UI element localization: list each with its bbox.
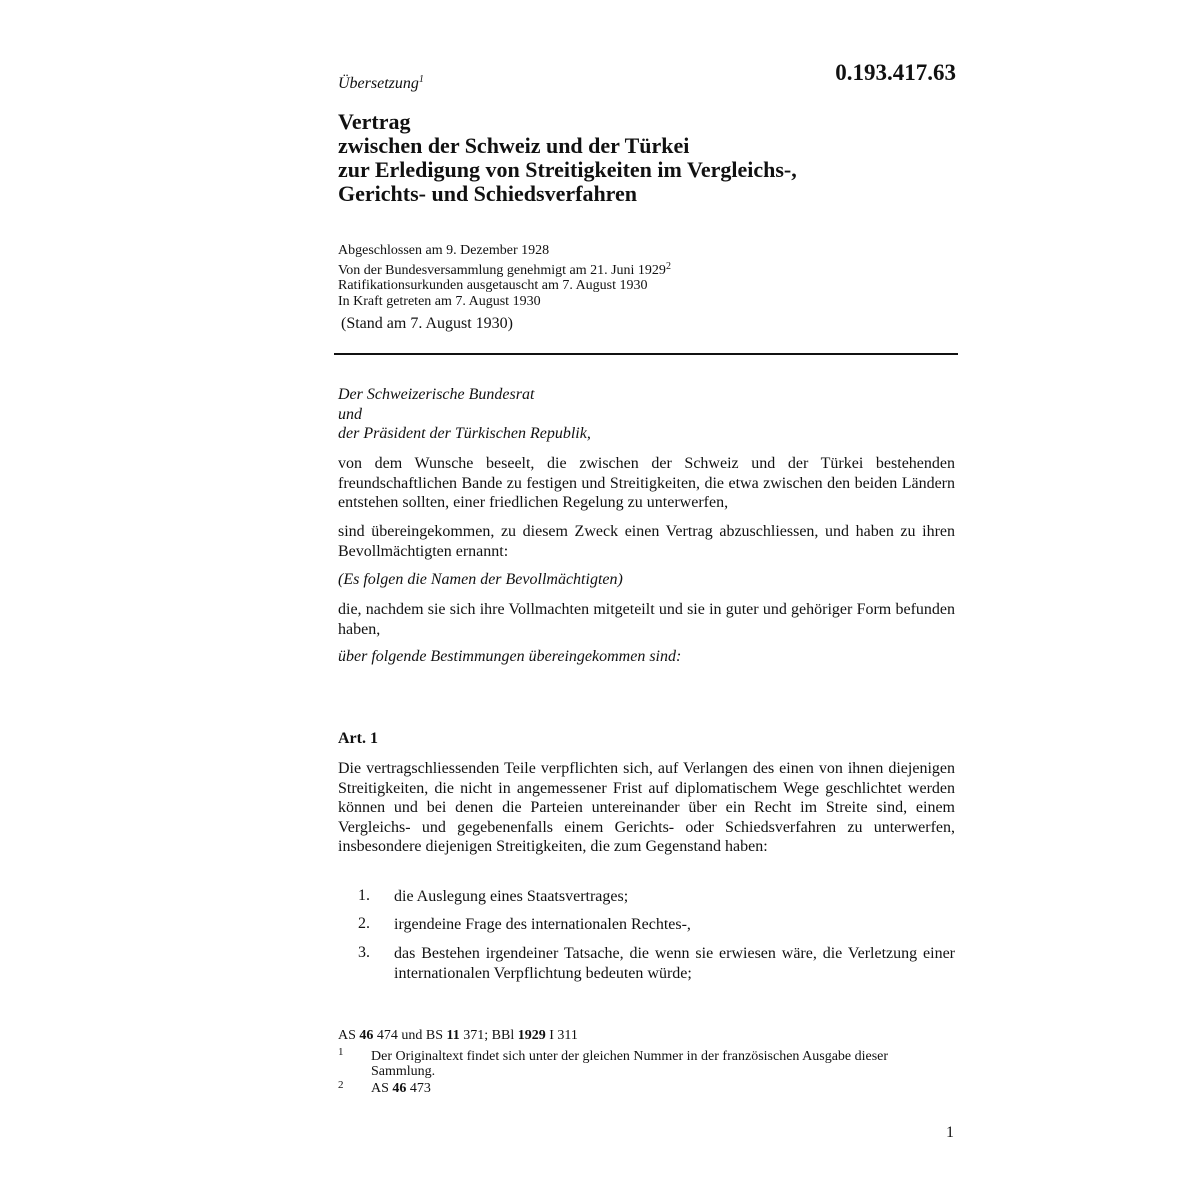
- list-item-text: irgendeine Frage des internationalen Rechtes-,: [394, 916, 691, 933]
- concluded-date: Abgeschlossen am 9. Dezember 1928: [338, 243, 550, 258]
- title-line: zwischen der Schweiz und der Türkei: [338, 133, 690, 158]
- footnote-2-prefix: AS: [371, 1081, 393, 1096]
- party-line: der Präsident der Türkischen Republik,: [338, 425, 591, 442]
- source-text: AS: [338, 1028, 360, 1043]
- article-1-heading: Art. 1: [338, 730, 378, 747]
- in-force-date: In Kraft getreten am 7. August 1930: [338, 293, 541, 309]
- preamble-provisions: über folgende Bestimmungen übereingekommen sind:: [338, 648, 682, 665]
- source-volume: 11: [446, 1028, 460, 1043]
- party-line: Der Schweizerische Bundesrat: [338, 386, 535, 403]
- approved-text: Von der Bundesversammlung genehmigt am 21. Juni 1929: [338, 262, 666, 278]
- footnote-2-marker: 2: [338, 1079, 344, 1091]
- page-number: 1: [946, 1124, 954, 1141]
- approved-date: [338, 259, 671, 279]
- preamble-powers: die, nachdem sie sich ihre Vollmachten mitgeteilt und sie in guter und gehöriger Form befunden haben,: [338, 601, 955, 638]
- preamble-plenipotentiaries: (Es folgen die Namen der Bevollmächtigten): [338, 571, 623, 588]
- status-date: (Stand am 7. August 1930): [341, 315, 513, 332]
- footnote-1-text: Der Originaltext findet sich unter der gleichen Nummer in der französischen Ausgabe dieser Sammlung.: [371, 1049, 889, 1079]
- translation-text: Übersetzung: [338, 75, 419, 92]
- list-item-number: 2.: [358, 915, 370, 932]
- footnote-2-text: [371, 1081, 931, 1096]
- source-text: 371; BBl: [459, 1028, 518, 1043]
- treaty-metadata: [338, 243, 671, 309]
- preamble-agreed: sind übereingekommen, zu diesem Zweck einen Vertrag abzuschliessen, und haben zu ihren Bevollmächtigten ernannt:: [338, 523, 955, 560]
- title-line: Vertrag: [338, 109, 411, 134]
- source-year: 1929: [517, 1028, 546, 1043]
- list-item-text: das Bestehen irgendeiner Tatsache, die wenn sie erwiesen wäre, die Verletzung einer internationalen Verpflichtung bedeuten würde;: [394, 945, 955, 982]
- title-line: zur Erledigung von Streitigkeiten im Vergleichs-,: [338, 157, 797, 182]
- sr-number: 0.193.417.63: [835, 60, 956, 85]
- source-text: I 311: [545, 1028, 578, 1043]
- translation-label: [338, 74, 424, 93]
- footnote-ref-1[interactable]: 1: [418, 74, 424, 85]
- source-text: 474 und BS: [373, 1028, 447, 1043]
- source-reference: [338, 1028, 578, 1044]
- list-item-number: 3.: [358, 944, 370, 961]
- source-volume: 46: [359, 1028, 374, 1043]
- title-line: Gerichts- und Schiedsverfahren: [338, 181, 638, 206]
- header-divider: [334, 353, 958, 355]
- party-line: und: [338, 405, 362, 423]
- footnote-1-marker: 1: [338, 1046, 344, 1058]
- preamble-wish: von dem Wunsche beseelt, die zwischen der Schweiz und der Türkei bestehenden freundschaftlichen Bande zu festigen und Streitigkeiten, die etwa zwischen den beiden Ländern entstehen sollten, einer friedlichen Regelung zu unterwerfen,: [338, 455, 955, 511]
- preamble-parties: [338, 385, 955, 444]
- list-item-text: die Auslegung eines Staatsvertrages;: [394, 888, 629, 905]
- treaty-title: [338, 110, 978, 206]
- footnote-2-volume: 46: [392, 1081, 407, 1096]
- footnote-2-page: 473: [406, 1081, 431, 1096]
- list-item-number: 1.: [358, 887, 370, 904]
- ratified-date: Ratifikationsurkunden ausgetauscht am 7. August 1930: [338, 278, 648, 293]
- footnote-ref-2[interactable]: 2: [665, 260, 671, 272]
- article-1-text: Die vertragschliessenden Teile verpflichten sich, auf Verlangen des einen von ihnen diejenigen Streitigkeiten, die nicht in angemessener Frist auf diplomatischem Wege geschlichtet werden können und bei denen die Parteien untereinander über ein Recht im Streite sind, einem Vergleichs- und gegebenenfalls einem Gerichts- oder Schiedsverfahren zu unterwerfen, insbesondere diejenigen Streitigkeiten, die zum Gegenstand haben:: [338, 760, 955, 855]
